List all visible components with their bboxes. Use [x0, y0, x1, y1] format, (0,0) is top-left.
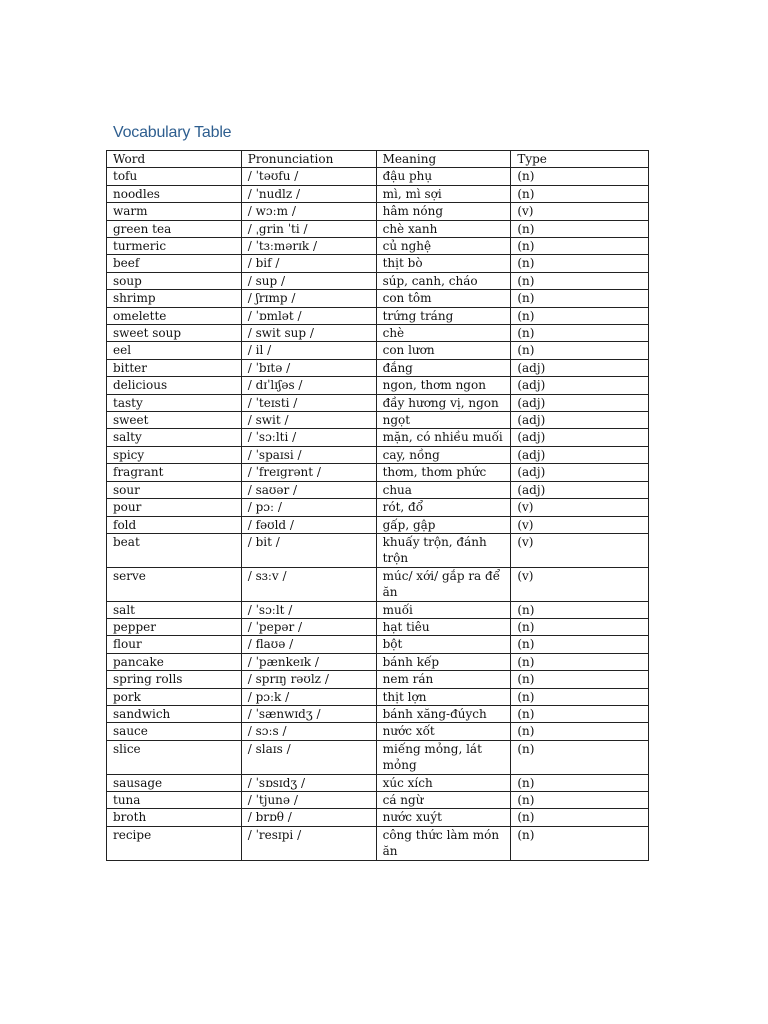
word-cell: flour [107, 636, 242, 653]
table-row [107, 653, 649, 670]
meaning-cell: hạt tiêu [376, 618, 511, 635]
word-cell: broth [107, 809, 242, 826]
meaning-cell: mì, mì sợi [376, 185, 511, 202]
meaning-cell: thơm, thơm phức [376, 464, 511, 481]
word-cell: pork [107, 688, 242, 705]
meaning-cell: đậu phụ [376, 168, 511, 185]
pronunciation-cell: / ˈtjunə / [241, 792, 376, 809]
page-title: Vocabulary Table [113, 124, 232, 141]
word-cell: fragrant [107, 464, 242, 481]
word-cell: pepper [107, 618, 242, 635]
type-cell: (n) [511, 740, 649, 774]
pronunciation-cell: / swit / [241, 412, 376, 429]
type-cell: (n) [511, 168, 649, 185]
table-row [107, 671, 649, 688]
word-cell: fold [107, 516, 242, 533]
pronunciation-cell: / sprɪŋ rəʊlz / [241, 671, 376, 688]
type-cell: (n) [511, 185, 649, 202]
meaning-cell: nước xuýt [376, 809, 511, 826]
meaning-cell: khuấy trộn, đánh trộn [376, 533, 511, 567]
table-row [107, 809, 649, 826]
meaning-cell: chè xanh [376, 220, 511, 237]
type-cell: (n) [511, 342, 649, 359]
type-cell: (n) [511, 705, 649, 722]
meaning-cell: bột [376, 636, 511, 653]
type-cell: (adj) [511, 377, 649, 394]
pronunciation-cell: / ˈsɔːlti / [241, 429, 376, 446]
table-row [107, 792, 649, 809]
meaning-cell: củ nghệ [376, 238, 511, 255]
pronunciation-cell: / ˈtəʊfu / [241, 168, 376, 185]
type-cell: (adj) [511, 464, 649, 481]
pronunciation-cell: / ʃrɪmp / [241, 290, 376, 307]
table-row [107, 394, 649, 411]
table-row [107, 290, 649, 307]
meaning-cell: con tôm [376, 290, 511, 307]
word-cell: sweet soup [107, 325, 242, 342]
type-cell: (n) [511, 774, 649, 791]
type-cell: (n) [511, 653, 649, 670]
pronunciation-cell: / ˈteɪsti / [241, 394, 376, 411]
type-cell: (n) [511, 220, 649, 237]
type-cell: (n) [511, 272, 649, 289]
word-cell: sweet [107, 412, 242, 429]
meaning-cell: con lươn [376, 342, 511, 359]
table-row [107, 272, 649, 289]
table-row [107, 377, 649, 394]
table-row [107, 774, 649, 791]
meaning-cell: xúc xích [376, 774, 511, 791]
table-row [107, 255, 649, 272]
pronunciation-cell: / flaʊə / [241, 636, 376, 653]
type-cell: (n) [511, 307, 649, 324]
pronunciation-cell: / ˈtɜːmərɪk / [241, 238, 376, 255]
meaning-cell: hâm nóng [376, 203, 511, 220]
word-cell: beef [107, 255, 242, 272]
word-cell: warm [107, 203, 242, 220]
pronunciation-cell: / fəʊld / [241, 516, 376, 533]
table-row [107, 359, 649, 376]
word-cell: sausage [107, 774, 242, 791]
meaning-cell: công thức làm món ăn [376, 826, 511, 860]
meaning-cell: nem rán [376, 671, 511, 688]
meaning-cell: cay, nồng [376, 446, 511, 463]
table-row [107, 481, 649, 498]
table-row [107, 307, 649, 324]
table-row [107, 203, 649, 220]
word-cell: spring rolls [107, 671, 242, 688]
word-cell: sauce [107, 723, 242, 740]
meaning-cell: miếng mỏng, lát mỏng [376, 740, 511, 774]
table-row [107, 618, 649, 635]
table-row [107, 688, 649, 705]
word-cell: bitter [107, 359, 242, 376]
word-cell: salty [107, 429, 242, 446]
pronunciation-cell: / ˈspaɪsi / [241, 446, 376, 463]
word-cell: soup [107, 272, 242, 289]
type-cell: (adj) [511, 359, 649, 376]
table-row [107, 705, 649, 722]
table-row [107, 740, 649, 774]
meaning-cell: chè [376, 325, 511, 342]
type-cell: (v) [511, 516, 649, 533]
table-row [107, 429, 649, 446]
word-cell: pour [107, 499, 242, 516]
header-meaning: Meaning [376, 151, 511, 168]
type-cell: (n) [511, 325, 649, 342]
table-row [107, 533, 649, 567]
type-cell: (v) [511, 499, 649, 516]
type-cell: (n) [511, 636, 649, 653]
word-cell: recipe [107, 826, 242, 860]
type-cell: (adj) [511, 481, 649, 498]
table-row [107, 723, 649, 740]
meaning-cell: cá ngừ [376, 792, 511, 809]
type-cell: (n) [511, 688, 649, 705]
type-cell: (n) [511, 238, 649, 255]
pronunciation-cell: / bit / [241, 533, 376, 567]
pronunciation-cell: / sup / [241, 272, 376, 289]
pronunciation-cell: / pɔːk / [241, 688, 376, 705]
word-cell: turmeric [107, 238, 242, 255]
type-cell: (n) [511, 601, 649, 618]
pronunciation-cell: / ˈresɪpi / [241, 826, 376, 860]
type-cell: (v) [511, 567, 649, 601]
header-type: Type [511, 151, 649, 168]
pronunciation-cell: / ˈfreɪgrənt / [241, 464, 376, 481]
type-cell: (adj) [511, 394, 649, 411]
meaning-cell: đắng [376, 359, 511, 376]
pronunciation-cell: / pɔː / [241, 499, 376, 516]
word-cell: delicious [107, 377, 242, 394]
meaning-cell: thịt lợn [376, 688, 511, 705]
meaning-cell: bánh kếp [376, 653, 511, 670]
table-body [107, 168, 649, 860]
table-row [107, 412, 649, 429]
pronunciation-cell: / sɜːv / [241, 567, 376, 601]
type-cell: (adj) [511, 446, 649, 463]
meaning-cell: bánh xăng-đúych [376, 705, 511, 722]
word-cell: omelette [107, 307, 242, 324]
pronunciation-cell: / ˈsɔːlt / [241, 601, 376, 618]
type-cell: (v) [511, 203, 649, 220]
table-row [107, 342, 649, 359]
table-row [107, 185, 649, 202]
pronunciation-cell: / ˌgrin ˈti / [241, 220, 376, 237]
header-pronunciation: Pronunciation [241, 151, 376, 168]
meaning-cell: nước xốt [376, 723, 511, 740]
pronunciation-cell: / wɔːm / [241, 203, 376, 220]
word-cell: spicy [107, 446, 242, 463]
type-cell: (n) [511, 255, 649, 272]
word-cell: tuna [107, 792, 242, 809]
table-row [107, 567, 649, 601]
meaning-cell: trứng tráng [376, 307, 511, 324]
meaning-cell: súp, canh, cháo [376, 272, 511, 289]
table-row [107, 826, 649, 860]
word-cell: eel [107, 342, 242, 359]
table-row [107, 325, 649, 342]
pronunciation-cell: / swit sup / [241, 325, 376, 342]
word-cell: sour [107, 481, 242, 498]
type-cell: (n) [511, 826, 649, 860]
type-cell: (n) [511, 792, 649, 809]
type-cell: (v) [511, 533, 649, 567]
table-row [107, 499, 649, 516]
type-cell: (adj) [511, 429, 649, 446]
word-cell: noodles [107, 185, 242, 202]
pronunciation-cell: / ˈbɪtə / [241, 359, 376, 376]
pronunciation-cell: / brɒθ / [241, 809, 376, 826]
table-row [107, 516, 649, 533]
vocabulary-table [106, 150, 649, 861]
pronunciation-cell: / ˈpænkeɪk / [241, 653, 376, 670]
pronunciation-cell: / saʊər / [241, 481, 376, 498]
type-cell: (n) [511, 723, 649, 740]
table-row [107, 464, 649, 481]
table-header-row [107, 151, 649, 168]
word-cell: serve [107, 567, 242, 601]
pronunciation-cell: / dɪˈlɪʃəs / [241, 377, 376, 394]
meaning-cell: rót, đổ [376, 499, 511, 516]
meaning-cell: chua [376, 481, 511, 498]
type-cell: (n) [511, 809, 649, 826]
pronunciation-cell: / ˈpepər / [241, 618, 376, 635]
table-row [107, 168, 649, 185]
word-cell: pancake [107, 653, 242, 670]
word-cell: salt [107, 601, 242, 618]
table-row [107, 238, 649, 255]
word-cell: slice [107, 740, 242, 774]
table-row [107, 220, 649, 237]
pronunciation-cell: / sɔːs / [241, 723, 376, 740]
meaning-cell: gấp, gập [376, 516, 511, 533]
word-cell: shrimp [107, 290, 242, 307]
type-cell: (n) [511, 290, 649, 307]
pronunciation-cell: / ˈnudlz / [241, 185, 376, 202]
word-cell: tofu [107, 168, 242, 185]
word-cell: green tea [107, 220, 242, 237]
pronunciation-cell: / slaɪs / [241, 740, 376, 774]
type-cell: (adj) [511, 412, 649, 429]
pronunciation-cell: / il / [241, 342, 376, 359]
meaning-cell: ngọt [376, 412, 511, 429]
pronunciation-cell: / ˈsænwɪdʒ / [241, 705, 376, 722]
meaning-cell: múc/ xới/ gắp ra để ăn [376, 567, 511, 601]
type-cell: (n) [511, 671, 649, 688]
meaning-cell: thịt bò [376, 255, 511, 272]
table-row [107, 446, 649, 463]
meaning-cell: ngon, thơm ngon [376, 377, 511, 394]
meaning-cell: muối [376, 601, 511, 618]
word-cell: sandwich [107, 705, 242, 722]
header-word: Word [107, 151, 242, 168]
word-cell: tasty [107, 394, 242, 411]
meaning-cell: mặn, có nhiều muối [376, 429, 511, 446]
table-row [107, 636, 649, 653]
pronunciation-cell: / ˈsɒsɪdʒ / [241, 774, 376, 791]
type-cell: (n) [511, 618, 649, 635]
meaning-cell: đầy hương vị, ngon [376, 394, 511, 411]
pronunciation-cell: / bif / [241, 255, 376, 272]
word-cell: beat [107, 533, 242, 567]
pronunciation-cell: / ˈɒmlət / [241, 307, 376, 324]
table-row [107, 601, 649, 618]
